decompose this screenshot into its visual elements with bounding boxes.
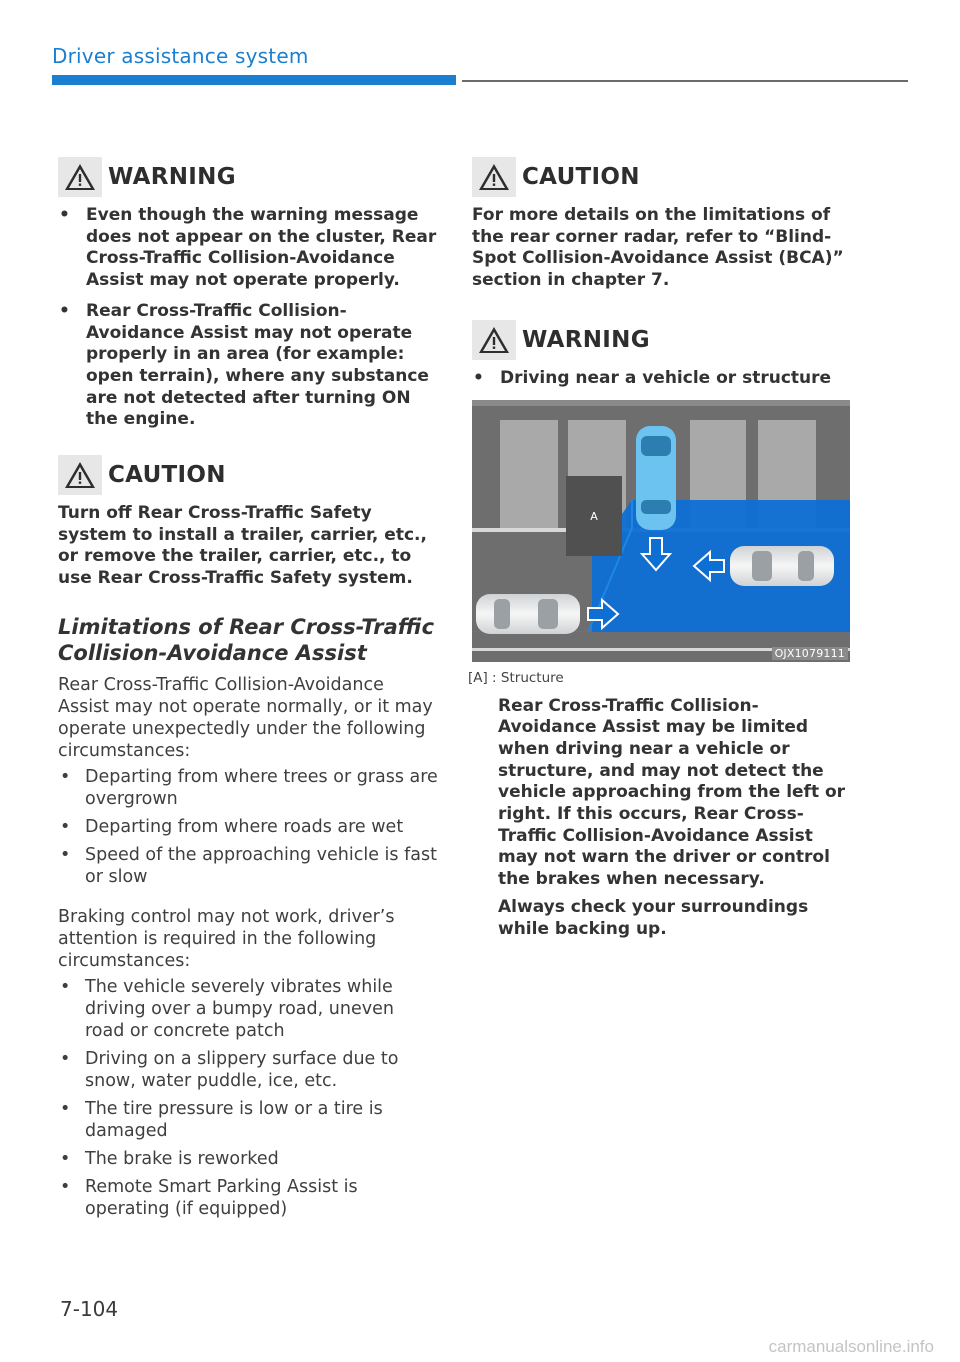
warning-list: [472, 368, 852, 390]
warning-item: • Rear Cross-Traffic Collision-Avoidance Assist may not operate properly in an area (for example: open terrain), where any substance are not detected after turning ON the engine.: [58, 301, 438, 431]
caution-label: CAUTION: [108, 462, 226, 489]
figure-code: OJX1079111: [772, 647, 848, 660]
caution-box: [472, 155, 852, 292]
warning-label: WARNING: [108, 164, 236, 190]
caution-heading: [58, 453, 438, 497]
warning-paragraph: Rear Cross-Traffic Collision-Avoidance Assist may be limited when driving near a vehicle or structure, and may not detect the vehicle approaching from the left or right. If this occurs, Rear Cross-Traffic Collision-Avoidance Assist may not warn the driver or control the brakes when necessary.: [498, 695, 846, 890]
caution-label: CAUTION: [522, 164, 640, 190]
caution-triangle-icon: [472, 157, 516, 197]
right-column: [468, 155, 852, 940]
caution-text: Turn off Rear Cross-Traffic Safety system to install a trailer, carrier, etc., or remove the trailer, carrier, etc., to use Rear Cross-Traffic Safety system.: [58, 503, 427, 589]
list-item: • The brake is reworked: [58, 1148, 438, 1170]
warning-box: [58, 155, 438, 431]
limitations-intro: Rear Cross-Traffic Collision-Avoidance Assist may not operate normally, or it may operate unexpectedly under the following circumstances:: [58, 674, 433, 761]
list-item: • Departing from where roads are wet: [58, 816, 438, 838]
caution-heading: [472, 155, 852, 199]
caution-text: For more details on the limitations of the rear corner radar, refer to “Blind-Spot Collision-Avoidance Assist (BCA)” section in chapter 7.: [472, 205, 844, 291]
caution-triangle-icon: [58, 455, 102, 495]
warning-heading: [472, 318, 852, 362]
braking-intro: Braking control may not work, driver’s attention is required in the following circumstances:: [58, 906, 395, 971]
caution-box: [58, 453, 438, 590]
list-item: • The vehicle severely vibrates while driving over a bumpy road, uneven road or concrete patch: [58, 976, 438, 1042]
parking-figure: [472, 400, 850, 662]
warning-triangle-icon: [472, 320, 516, 360]
watermark: carmanualsonline.info: [768, 1337, 934, 1356]
warning-triangle-icon: [58, 157, 102, 197]
warning-list: [58, 205, 438, 431]
limitations-list: [58, 766, 438, 888]
list-item: • Departing from where trees or grass are overgrown: [58, 766, 438, 810]
warning-label: WARNING: [522, 326, 650, 353]
page-number: 7-104: [60, 1297, 119, 1321]
left-column: [58, 155, 438, 1226]
warning-heading: [58, 155, 438, 199]
warning-item: • Driving near a vehicle or structure: [472, 368, 852, 390]
warning-box: [468, 318, 852, 940]
warning-item: • Even though the warning message does not appear on the cluster, Rear Cross-Traffic Collision-Avoidance Assist may not operate properly.: [58, 205, 438, 292]
figure-caption: [A] : Structure: [468, 669, 564, 686]
list-item: • Remote Smart Parking Assist is operating (if equipped): [58, 1176, 438, 1220]
warning-paragraph: Always check your surroundings while backing up.: [498, 896, 809, 939]
header-accent-bar: [52, 75, 456, 85]
list-item: • The tire pressure is low or a tire is damaged: [58, 1098, 438, 1142]
list-item: • Speed of the approaching vehicle is fast or slow: [58, 844, 438, 888]
running-header: Driver assistance system: [52, 44, 309, 68]
braking-list: [58, 976, 438, 1220]
parking-illustration: [472, 400, 850, 662]
structure-label: A: [590, 509, 598, 523]
header-rule: [462, 80, 908, 82]
limitations-section: [58, 614, 438, 1220]
section-heading: Limitations of Rear Cross-Traffic Collision-Avoidance Assist: [58, 614, 435, 665]
list-item: • Driving on a slippery surface due to snow, water puddle, ice, etc.: [58, 1048, 438, 1092]
